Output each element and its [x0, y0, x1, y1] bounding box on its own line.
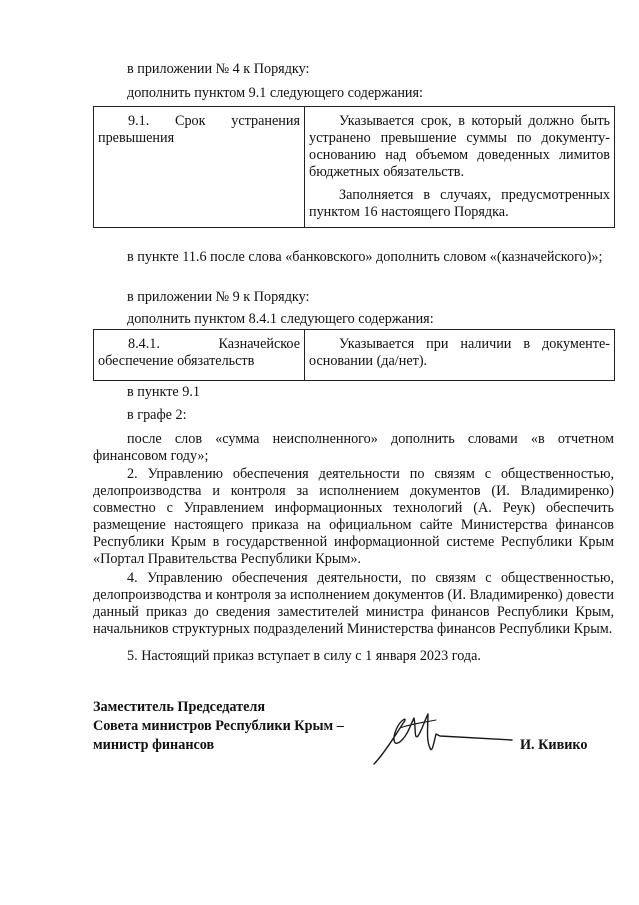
signatory-name: И. Кивико	[520, 737, 588, 753]
text-paragraph: после слов «сумма неисполненного» дополнить словами «в отчетном финансовом году»;	[93, 431, 614, 464]
table-cell-item	[94, 330, 305, 381]
table-row	[94, 330, 615, 381]
table-cell-text: 9.1. Срок устранения превышения	[98, 113, 300, 146]
table-cell-text: Указывается при наличии в документе-основании (да/нет).	[309, 336, 610, 369]
text-paragraph: в приложении № 4 к Порядку:	[127, 61, 310, 77]
table-cell-text: 8.4.1. Казначейское обеспечение обязательств	[98, 336, 300, 369]
text-paragraph: дополнить пунктом 9.1 следующего содержания:	[127, 85, 423, 101]
handwritten-signature	[370, 706, 515, 768]
signature-stroke	[400, 720, 436, 728]
signatory-title-line: Заместитель Председателя	[93, 699, 266, 715]
table-cell-item	[94, 107, 305, 228]
text-paragraph: дополнить пунктом 8.4.1 следующего содержания:	[127, 311, 434, 327]
amendment-table-2	[93, 329, 615, 381]
signatory-title-line: Совета министров Республики Крым –	[93, 718, 344, 734]
signature-stroke	[374, 714, 512, 764]
table-cell-text: Заполняется в случаях, предусмотренных пунктом 16 настоящего Порядка.	[309, 187, 610, 220]
text-paragraph: в приложении № 9 к Порядку:	[127, 289, 310, 305]
table-cell-description	[305, 330, 615, 381]
table-row	[94, 107, 615, 228]
text-paragraph: 5. Настоящий приказ вступает в силу с 1 января 2023 года.	[127, 648, 481, 664]
signatory-title-line: министр финансов	[93, 737, 215, 753]
amendment-table-1	[93, 106, 615, 228]
table-cell-description	[305, 107, 615, 228]
text-paragraph: 2. Управлению обеспечения деятельности по связям с общественностью, делопроизводства и контроля за исполнением документов (И. Владимиренко) совместно с Управлением информационных технологий (А. Реук) обеспечить размещение настоящего приказа на официальном сайте Министерства финансов Республики Крым в государственной информационной системе Республики Крым «Портал Правительства Республики Крым».	[93, 466, 614, 567]
text-paragraph: в пункте 9.1	[127, 384, 201, 400]
text-paragraph: 4. Управлению обеспечения деятельности, по связям с общественностью, делопроизводства и контроля за исполнением документов (И. Владимиренко) довести данный приказ до сведения заместителей министра финансов Республики Крым, начальников структурных подразделений Министерства финансов Республики Крым.	[93, 570, 614, 637]
text-paragraph: в графе 2:	[127, 407, 187, 423]
text-paragraph: в пункте 11.6 после слова «банковского» дополнить словом «(казначейского)»;	[127, 249, 603, 265]
table-cell-text: Указывается срок, в который должно быть устранено превышение суммы по документу-основанию над объемом доведенных лимитов бюджетных обязательств.	[309, 113, 610, 180]
